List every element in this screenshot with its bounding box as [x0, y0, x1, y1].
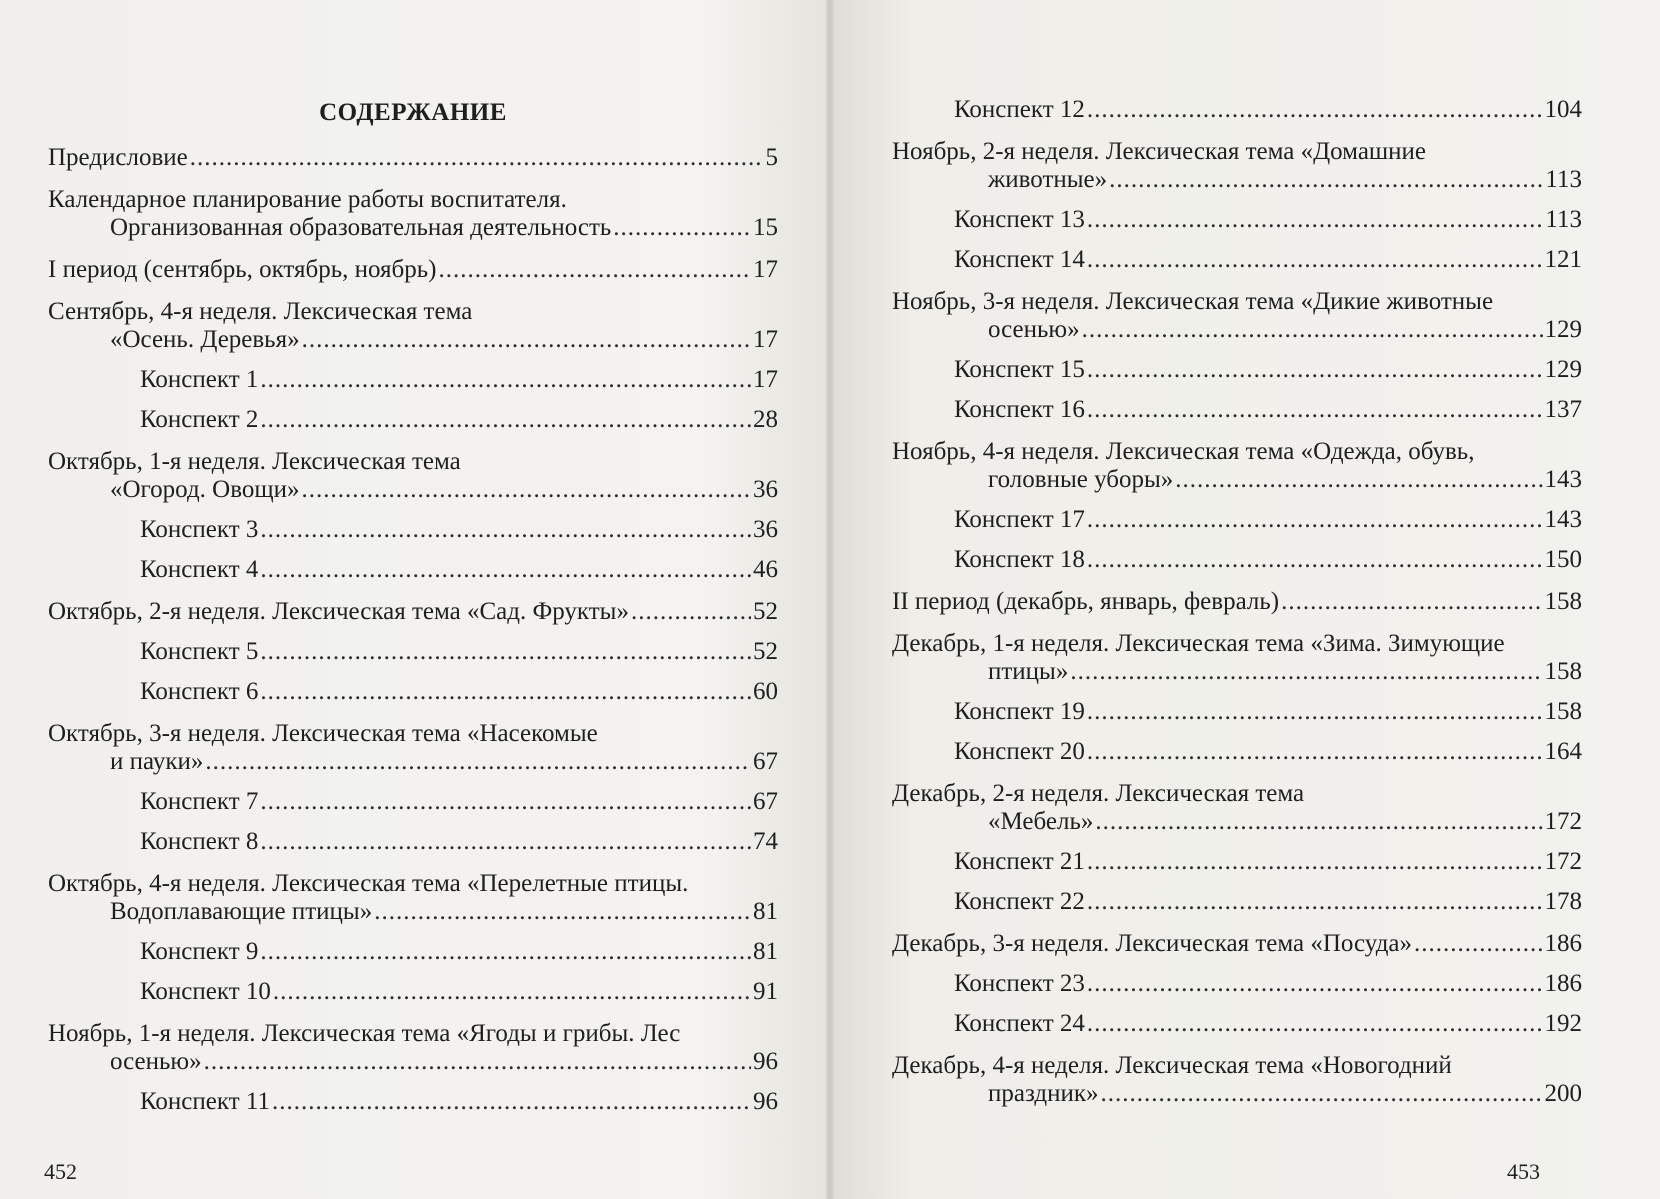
toc-entry	[892, 780, 1582, 836]
toc-entry-text: Конспект 6	[140, 678, 259, 705]
toc-dot-leader	[272, 1088, 751, 1116]
toc-entry-row	[140, 516, 778, 544]
toc-entry-row	[48, 476, 778, 504]
toc-dot-leader	[302, 476, 751, 504]
toc-subentry	[48, 638, 778, 666]
toc-entry	[48, 1020, 778, 1076]
toc-dot-leader	[374, 898, 751, 926]
page-number-right: 453	[1507, 1159, 1540, 1184]
toc-subentry	[48, 1088, 778, 1116]
toc-entry-text: головные уборы»	[988, 466, 1174, 493]
toc-page-number: 60	[753, 678, 778, 705]
toc-entry-text: I период (сентябрь, октябрь, ноябрь)	[48, 256, 437, 283]
toc-entry-row	[140, 406, 778, 434]
toc-entry-line1: Октябрь, 3-я неделя. Лексическая тема «Насекомые	[48, 720, 598, 747]
toc-entry-line1: Ноябрь, 2-я неделя. Лексическая тема «Домашние	[892, 138, 1427, 165]
toc-entry-line1: Декабрь, 4-я неделя. Лексическая тема «Новогодний	[892, 1052, 1452, 1079]
toc-entry-row	[48, 214, 778, 242]
toc-entry-text: птицы»	[988, 658, 1069, 685]
toc-page-number: 143	[1544, 466, 1582, 493]
toc-page-number: 52	[753, 638, 778, 665]
toc-entry-row	[140, 366, 778, 394]
toc-entry-text: «Осень. Деревья»	[110, 326, 300, 353]
toc-entry-text: Предисловие	[48, 144, 188, 171]
toc-entry-row	[48, 598, 778, 626]
toc-page-number: 36	[753, 516, 778, 543]
toc-page-number: 5	[765, 144, 778, 171]
toc-dot-leader	[1109, 166, 1543, 194]
toc-entry-text: осенью»	[110, 1048, 202, 1075]
toc-entry-line1: Сентябрь, 4-я неделя. Лексическая тема	[48, 298, 473, 325]
toc-entry-line1: Календарное планирование работы воспитателя.	[48, 186, 567, 213]
toc-entry-text: и пауки»	[110, 748, 204, 775]
toc-dot-leader	[1414, 930, 1542, 958]
toc-entry-text: Конспект 17	[954, 506, 1085, 533]
toc-entry	[48, 298, 778, 354]
toc-entry-text: Декабрь, 3-я неделя. Лексическая тема «Посуда»	[892, 930, 1413, 957]
toc-entry-text: осенью»	[988, 316, 1080, 343]
toc-subentry	[48, 366, 778, 394]
right-page	[830, 0, 1660, 1199]
toc-entry	[48, 256, 778, 284]
toc-dot-leader	[260, 938, 751, 966]
toc-dot-leader	[302, 326, 751, 354]
toc-page-number: 186	[1544, 970, 1582, 997]
toc-page-number: 172	[1544, 848, 1582, 875]
toc-title: СОДЕРЖАНИЕ	[319, 99, 507, 126]
toc-dot-leader	[438, 256, 751, 284]
toc-entry-text: Конспект 8	[140, 828, 259, 855]
toc-entry-text: Конспект 4	[140, 556, 259, 583]
toc-entry-text: Конспект 24	[954, 1010, 1085, 1037]
toc-entry-row	[954, 888, 1582, 916]
toc-subentry	[892, 246, 1582, 274]
toc-entry-line1: Декабрь, 1-я неделя. Лексическая тема «Зима. Зимующие	[892, 630, 1505, 657]
toc-entry-text: Конспект 23	[954, 970, 1085, 997]
toc-left	[48, 96, 778, 1116]
toc-entry-row	[140, 1088, 778, 1116]
toc-entry-row	[892, 316, 1582, 344]
toc-entry-text: Конспект 12	[954, 96, 1085, 123]
toc-subentry	[892, 738, 1582, 766]
toc-page-number: 67	[753, 788, 778, 815]
toc-subentry	[892, 206, 1582, 234]
toc-dot-leader	[1087, 698, 1543, 726]
toc-page-number: 96	[753, 1088, 778, 1115]
toc-entry-text: Организованная образовательная деятельность	[110, 214, 612, 241]
toc-entry-row	[48, 898, 778, 926]
toc-dot-leader	[1095, 808, 1542, 836]
toc-dot-leader	[190, 144, 764, 172]
toc-dot-leader	[260, 366, 751, 394]
toc-entry	[48, 598, 778, 626]
toc-page-number: 81	[753, 898, 778, 925]
toc-entry-row	[954, 848, 1582, 876]
toc-entry-row	[954, 698, 1582, 726]
toc-dot-leader	[1087, 848, 1543, 876]
toc-dot-leader	[260, 828, 751, 856]
toc-entry-row	[954, 1010, 1582, 1038]
toc-page-number: 129	[1544, 316, 1582, 343]
toc-entry-text: Конспект 5	[140, 638, 259, 665]
toc-entry-row	[140, 678, 778, 706]
toc-dot-leader	[1087, 206, 1544, 234]
toc-entry-text: Конспект 9	[140, 938, 259, 965]
toc-page-number: 192	[1544, 1010, 1582, 1037]
toc-page-number: 28	[753, 406, 778, 433]
toc-entry-row	[954, 970, 1582, 998]
toc-subentry	[48, 516, 778, 544]
toc-entry-text: Водоплавающие птицы»	[110, 898, 373, 925]
toc-page-number: 17	[753, 326, 778, 353]
toc-page-number: 113	[1545, 166, 1582, 193]
toc-entry-text: праздник»	[988, 1080, 1099, 1107]
toc-entry-row	[140, 556, 778, 584]
toc-page-number: 150	[1544, 546, 1582, 573]
toc-dot-leader	[204, 1048, 751, 1076]
toc-entry-row	[140, 638, 778, 666]
toc-dot-leader	[1087, 738, 1543, 766]
toc-entry-text: животные»	[988, 166, 1108, 193]
toc-entry-row	[48, 326, 778, 354]
toc-entry-text: Конспект 7	[140, 788, 259, 815]
toc-entry-text: Конспект 13	[954, 206, 1085, 233]
toc-entry-row	[954, 738, 1582, 766]
toc-entry-line1: Октябрь, 4-я неделя. Лексическая тема «Перелетные птицы.	[48, 870, 689, 897]
toc-dot-leader	[631, 598, 751, 626]
toc-page-number: 158	[1544, 588, 1582, 615]
toc-entry-row	[48, 748, 778, 776]
toc-entry	[892, 1052, 1582, 1108]
toc-entry	[48, 870, 778, 926]
toc-page-number: 67	[753, 748, 778, 775]
toc-subentry	[892, 396, 1582, 424]
toc-entry-row	[892, 930, 1582, 958]
page-number-left: 452	[44, 1159, 77, 1184]
toc-subentry	[892, 970, 1582, 998]
toc-dot-leader	[260, 556, 751, 584]
toc-entry-text: Октябрь, 2-я неделя. Лексическая тема «Сад. Фрукты»	[48, 598, 629, 625]
toc-subentry	[892, 546, 1582, 574]
toc-page-number: 200	[1544, 1080, 1582, 1107]
toc-entry	[48, 186, 778, 242]
toc-entry-text: Конспект 15	[954, 356, 1085, 383]
toc-page-number: 178	[1544, 888, 1582, 915]
toc-entry-row	[954, 356, 1582, 384]
toc-page-number: 158	[1544, 698, 1582, 725]
toc-entry-text: Конспект 22	[954, 888, 1085, 915]
toc-entry-text: Конспект 18	[954, 546, 1085, 573]
toc-page-number: 17	[753, 256, 778, 283]
toc-page-number: 81	[753, 938, 778, 965]
toc-entry-text: «Огород. Овощи»	[110, 476, 300, 503]
toc-dot-leader	[1082, 316, 1543, 344]
toc-entry-text: Конспект 1	[140, 366, 259, 393]
toc-dot-leader	[1281, 588, 1542, 616]
toc-dot-leader	[205, 748, 751, 776]
toc-page-number: 96	[753, 1048, 778, 1075]
toc-entry-row	[954, 506, 1582, 534]
toc-entry	[48, 144, 778, 172]
toc-subentry	[48, 828, 778, 856]
toc-page-number: 172	[1544, 808, 1582, 835]
toc-entry-row	[140, 938, 778, 966]
toc-right	[892, 96, 1582, 1108]
toc-subentry	[892, 698, 1582, 726]
toc-dot-leader	[260, 638, 751, 666]
toc-page-number: 52	[753, 598, 778, 625]
toc-page-number: 129	[1544, 356, 1582, 383]
toc-dot-leader	[1175, 466, 1542, 494]
toc-page-number: 74	[753, 828, 778, 855]
toc-dot-leader	[1087, 888, 1543, 916]
toc-subentry	[48, 978, 778, 1006]
toc-entry-row	[140, 978, 778, 1006]
toc-entry-row	[892, 166, 1582, 194]
toc-subentry	[48, 678, 778, 706]
toc-entry-text: Конспект 3	[140, 516, 259, 543]
toc-entry-text: Конспект 10	[140, 978, 271, 1005]
toc-entry-row	[892, 466, 1582, 494]
toc-entry-line1: Октябрь, 1-я неделя. Лексическая тема	[48, 448, 461, 475]
toc-page-number: 91	[753, 978, 778, 1005]
toc-dot-leader	[260, 788, 751, 816]
toc-entry	[892, 438, 1582, 494]
toc-page-number: 137	[1544, 396, 1582, 423]
toc-entry-text: Конспект 20	[954, 738, 1085, 765]
toc-entry-row	[892, 658, 1582, 686]
toc-dot-leader	[1087, 506, 1543, 534]
toc-entry	[892, 930, 1582, 958]
toc-entry-text: Конспект 16	[954, 396, 1085, 423]
toc-entry	[892, 138, 1582, 194]
toc-entry-row	[892, 588, 1582, 616]
toc-subentry	[48, 938, 778, 966]
toc-dot-leader	[1087, 970, 1543, 998]
toc-page-number: 158	[1544, 658, 1582, 685]
toc-entry-row	[892, 808, 1582, 836]
toc-entry-line1: Ноябрь, 4-я неделя. Лексическая тема «Одежда, обувь,	[892, 438, 1475, 465]
toc-dot-leader	[273, 978, 751, 1006]
toc-dot-leader	[260, 516, 751, 544]
toc-entry-row	[892, 1080, 1582, 1108]
toc-page-number: 164	[1544, 738, 1582, 765]
toc-entry-text: Конспект 14	[954, 246, 1085, 273]
toc-dot-leader	[1087, 96, 1543, 124]
toc-entry-text: Конспект 11	[140, 1088, 270, 1115]
toc-entry	[48, 720, 778, 776]
toc-subentry	[892, 848, 1582, 876]
toc-entry-text: Конспект 19	[954, 698, 1085, 725]
toc-entry-row	[954, 246, 1582, 274]
toc-dot-leader	[1087, 246, 1543, 274]
toc-entry-row	[140, 828, 778, 856]
toc-entry	[892, 630, 1582, 686]
toc-entry-row	[48, 144, 778, 172]
toc-entry	[48, 448, 778, 504]
book-gutter	[826, 0, 834, 1199]
toc-entry-line1: Ноябрь, 3-я неделя. Лексическая тема «Дикие животные	[892, 288, 1494, 315]
toc-subentry	[892, 506, 1582, 534]
toc-dot-leader	[1070, 658, 1542, 686]
toc-page-number: 186	[1544, 930, 1582, 957]
toc-dot-leader	[1101, 1080, 1543, 1108]
toc-entry-row	[140, 788, 778, 816]
toc-entry-line1: Ноябрь, 1-я неделя. Лексическая тема «Ягоды и грибы. Лес	[48, 1020, 681, 1047]
toc-entries-left	[48, 144, 778, 1116]
toc-page-number: 36	[753, 476, 778, 503]
toc-page-number: 143	[1544, 506, 1582, 533]
toc-page-number: 17	[753, 366, 778, 393]
toc-entry-row	[48, 1048, 778, 1076]
toc-subentry	[892, 1010, 1582, 1038]
toc-entry-line1: Декабрь, 2-я неделя. Лексическая тема	[892, 780, 1305, 807]
toc-page-number: 104	[1544, 96, 1582, 123]
toc-entry-row	[954, 206, 1582, 234]
toc-entry-row	[954, 546, 1582, 574]
toc-dot-leader	[1087, 396, 1543, 424]
toc-entry-row	[48, 256, 778, 284]
toc-entries-right	[892, 96, 1582, 1108]
toc-page-number: 15	[753, 214, 778, 241]
toc-subentry	[892, 96, 1582, 124]
toc-subentry	[48, 788, 778, 816]
toc-entry-row	[954, 396, 1582, 424]
toc-entry	[892, 588, 1582, 616]
toc-subentry	[892, 356, 1582, 384]
toc-entry	[892, 288, 1582, 344]
toc-entry-row	[954, 96, 1582, 124]
toc-dot-leader	[260, 678, 751, 706]
toc-dot-leader	[1087, 1010, 1543, 1038]
toc-entry-text: II период (декабрь, январь, февраль)	[892, 588, 1280, 615]
toc-page-number: 113	[1545, 206, 1582, 233]
toc-page-number: 46	[753, 556, 778, 583]
toc-dot-leader	[613, 214, 751, 242]
toc-entry-text: Конспект 2	[140, 406, 259, 433]
toc-page-number: 121	[1544, 246, 1582, 273]
toc-entry-text: Конспект 21	[954, 848, 1085, 875]
toc-subentry	[48, 406, 778, 434]
toc-subentry	[892, 888, 1582, 916]
toc-subentry	[48, 556, 778, 584]
toc-dot-leader	[1087, 356, 1543, 384]
toc-dot-leader	[1087, 546, 1543, 574]
toc-dot-leader	[260, 406, 751, 434]
toc-entry-text: «Мебель»	[988, 808, 1094, 835]
